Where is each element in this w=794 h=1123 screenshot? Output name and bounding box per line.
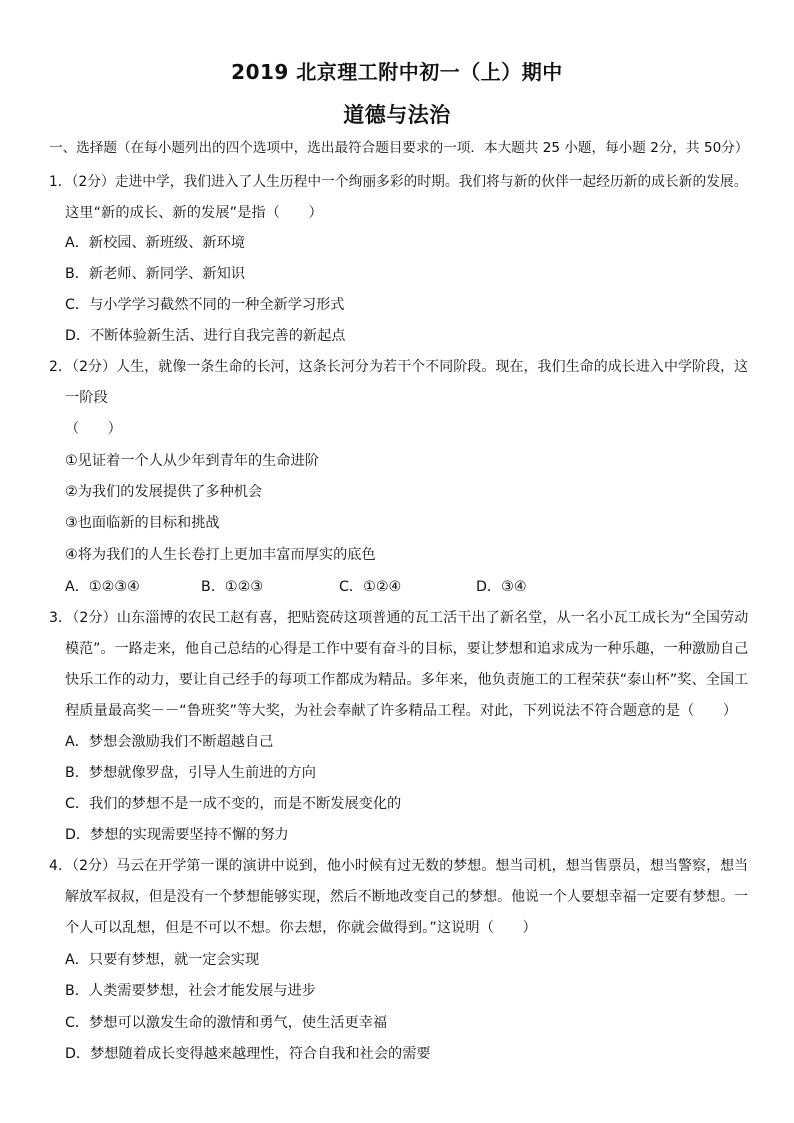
option-c: C．梦想可以激发生命的激情和勇气，使生活更幸福	[65, 1015, 388, 1031]
option-d: D．③④	[476, 579, 527, 595]
option-a: A．新校园、新班级、新环境	[65, 235, 245, 251]
question-text: 快乐工作的动力，要让自己经手的每项工作都成为精品。多年来，他负责施工的工程荣获“泰山杯”奖、全国工	[65, 672, 749, 688]
question-text: 2．（2分）人生，就像一条生命的长河，这条长河分为若干个不同阶段。现在，我们生命的成长进入中学阶段，这	[49, 359, 749, 375]
section-heading: 一、选择题（在每小题列出的四个选项中，选出最符合题目要求的一项．本大题共 25 小题，每小题 2分，共 50分）	[49, 140, 749, 156]
answer-bracket: （ ）	[65, 421, 122, 437]
option-c: C．①②④	[339, 579, 402, 595]
exam-title: 2019 北京理工附中初一（上）期中	[231, 60, 563, 84]
statement-3: ③也面临新的目标和挑战	[65, 515, 220, 531]
option-c: C．我们的梦想不是一成不变的，而是不断发展变化的	[65, 796, 402, 812]
question-text: 一阶段	[65, 390, 108, 406]
option-d: D．梦想的实现需要坚持不懈的努力	[65, 827, 289, 843]
statement-1: ①见证着一个人从少年到青年的生命进阶	[65, 453, 319, 469]
option-c: C．与小学学习截然不同的一种全新学习形式	[65, 297, 345, 313]
question-text: 程质量最高奖－－“鲁班奖”等大奖，为社会奉献了许多精品工程。对此，下列说法不符合题意的是（ ）	[65, 703, 738, 719]
statement-2: ②为我们的发展提供了多种机会	[65, 484, 263, 500]
question-text: 个人可以乱想，但是不可以不想。你去想，你就会做得到。”这说明（ ）	[65, 920, 537, 936]
statement-4: ④将为我们的人生长卷打上更加丰富而厚实的底色	[65, 547, 376, 563]
question-text: 3．（2分）山东淄博的农民工赵有喜，把贴瓷砖这项普通的瓦工活干出了新名堂，从一名小瓦工成长为“全国劳动	[49, 610, 749, 626]
option-d: D．不断体验新生活、进行自我完善的新起点	[65, 328, 346, 344]
question-text: 1．（2分）走进中学，我们进入了人生历程中一个绚丽多彩的时期。我们将与新的伙伴一起经历新的成长新的发展。	[49, 174, 748, 190]
exam-subject: 道德与法治	[343, 103, 451, 127]
option-d: D．梦想随着成长变得越来越理性，符合自我和社会的需要	[65, 1046, 431, 1062]
question-text: 解放军叔叔，但是没有一个梦想能够实现，然后不断地改变自己的梦想。他说一个人要想幸福一定要有梦想。一	[65, 889, 749, 905]
option-b: B．人类需要梦想，社会才能发展与进步	[65, 983, 316, 999]
option-a: A．①②③④	[65, 579, 140, 595]
question-text: 4．（2分）马云在开学第一课的演讲中说到，他小时候有过无数的梦想。想当司机，想当售票员，想当警察，想当	[49, 858, 749, 874]
option-b: B．梦想就像罗盘，引导人生前进的方向	[65, 765, 316, 781]
question-text: 模范”。一路走来，他自己总结的心得是工作中要有奋斗的目标，要让梦想和追求成为一种乐趣，一种激励自己	[65, 641, 749, 657]
option-b: B．新老师、新同学、新知识	[65, 266, 245, 282]
option-b: B．①②③	[201, 579, 264, 595]
option-a: A．梦想会激励我们不断超越自己	[65, 734, 274, 750]
question-text: 这里“新的成长、新的发展”是指（ ）	[65, 205, 323, 221]
option-a: A．只要有梦想，就一定会实现	[65, 952, 260, 968]
